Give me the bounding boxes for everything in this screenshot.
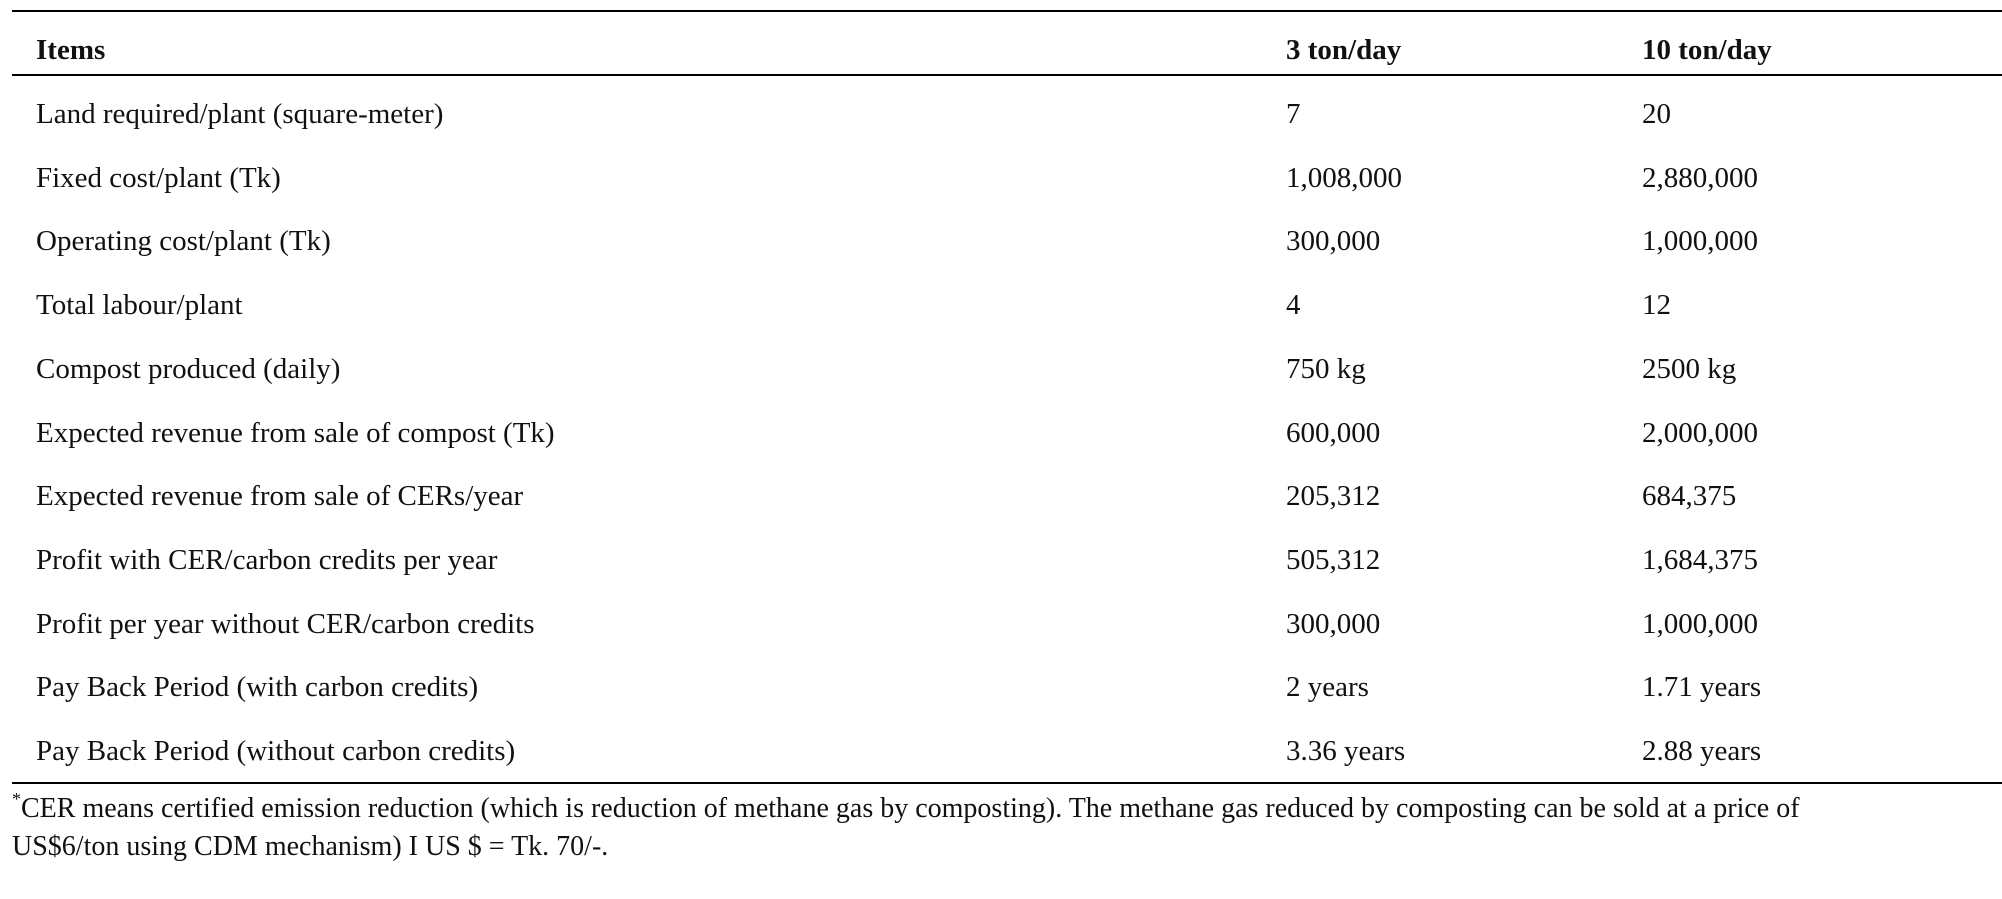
row-item-cell: Land required/plant (square-meter) [36, 98, 444, 130]
row-10-ton-cell: 1,000,000 [1642, 225, 1758, 258]
row-3-ton-cell: 750 kg [1286, 352, 1366, 385]
table-row [12, 401, 2002, 465]
table-row [12, 719, 2002, 783]
row-3-ton-cell: 4 [1286, 289, 1301, 322]
row-item-cell: Expected revenue from sale of compost (Tk) [36, 416, 555, 449]
row-item-cell: Compost produced (daily) [36, 352, 341, 385]
row-10-ton-cell: 1,000,000 [1642, 607, 1758, 640]
table-footnote [12, 790, 1997, 866]
row-3-ton-cell: 300,000 [1286, 225, 1381, 258]
row-item-cell: Expected revenue from sale of CERs/year [36, 480, 524, 513]
footnote-line-2: US$6/ton using CDM mechanism) I US $ = Tk. 70/-. [12, 831, 609, 862]
row-3-ton-cell: 300,000 [1286, 607, 1381, 640]
row-10-ton-cell: 1.71 years [1642, 671, 1762, 704]
table-row [12, 337, 2002, 401]
row-3-ton-cell: 205,312 [1286, 480, 1381, 513]
row-3-ton-cell: 600,000 [1286, 416, 1381, 449]
row-10-ton-cell: 684,375 [1642, 480, 1737, 513]
table-row [12, 146, 2002, 210]
table-row [12, 273, 2002, 337]
table-top-rule [12, 10, 2002, 12]
table-row [12, 209, 2002, 273]
table-row [12, 464, 2002, 528]
table-bottom-rule [12, 782, 2002, 784]
footnote-marker: * [12, 789, 21, 809]
row-10-ton-cell: 2,000,000 [1642, 416, 1758, 449]
row-item-cell: Fixed cost/plant (Tk) [36, 161, 281, 194]
table-header-row [12, 18, 2002, 82]
row-3-ton-cell: 3.36 years [1286, 735, 1406, 767]
row-10-ton-cell: 2,880,000 [1642, 161, 1758, 194]
row-item-cell: Total labour/plant [36, 289, 243, 322]
row-item-cell: Operating cost/plant (Tk) [36, 225, 331, 258]
row-item-cell: Profit per year without CER/carbon credits [36, 607, 535, 640]
header-10-ton-day: 10 ton/day [1642, 34, 1772, 66]
row-item-cell: Profit with CER/carbon credits per year [36, 543, 498, 576]
row-3-ton-cell: 1,008,000 [1286, 161, 1402, 194]
row-3-ton-cell: 505,312 [1286, 543, 1381, 576]
table-row [12, 82, 2002, 146]
table-row [12, 655, 2002, 719]
row-3-ton-cell: 7 [1286, 98, 1301, 130]
row-item-cell: Pay Back Period (without carbon credits) [36, 735, 516, 767]
row-3-ton-cell: 2 years [1286, 671, 1369, 704]
table-row [12, 592, 2002, 656]
row-10-ton-cell: 20 [1642, 98, 1671, 130]
table-header-rule [12, 74, 2002, 76]
row-10-ton-cell: 1,684,375 [1642, 543, 1758, 576]
table-row [12, 528, 2002, 592]
footnote-line-1: CER means certified emission reduction (which is reduction of methane gas by composting). The methane gas reduced by composting can be sold at a price of [21, 793, 1800, 824]
header-3-ton-day: 3 ton/day [1286, 34, 1402, 66]
row-item-cell: Pay Back Period (with carbon credits) [36, 671, 479, 704]
header-items: Items [36, 34, 106, 66]
row-10-ton-cell: 2500 kg [1642, 352, 1737, 385]
row-10-ton-cell: 12 [1642, 289, 1671, 322]
row-10-ton-cell: 2.88 years [1642, 735, 1762, 767]
